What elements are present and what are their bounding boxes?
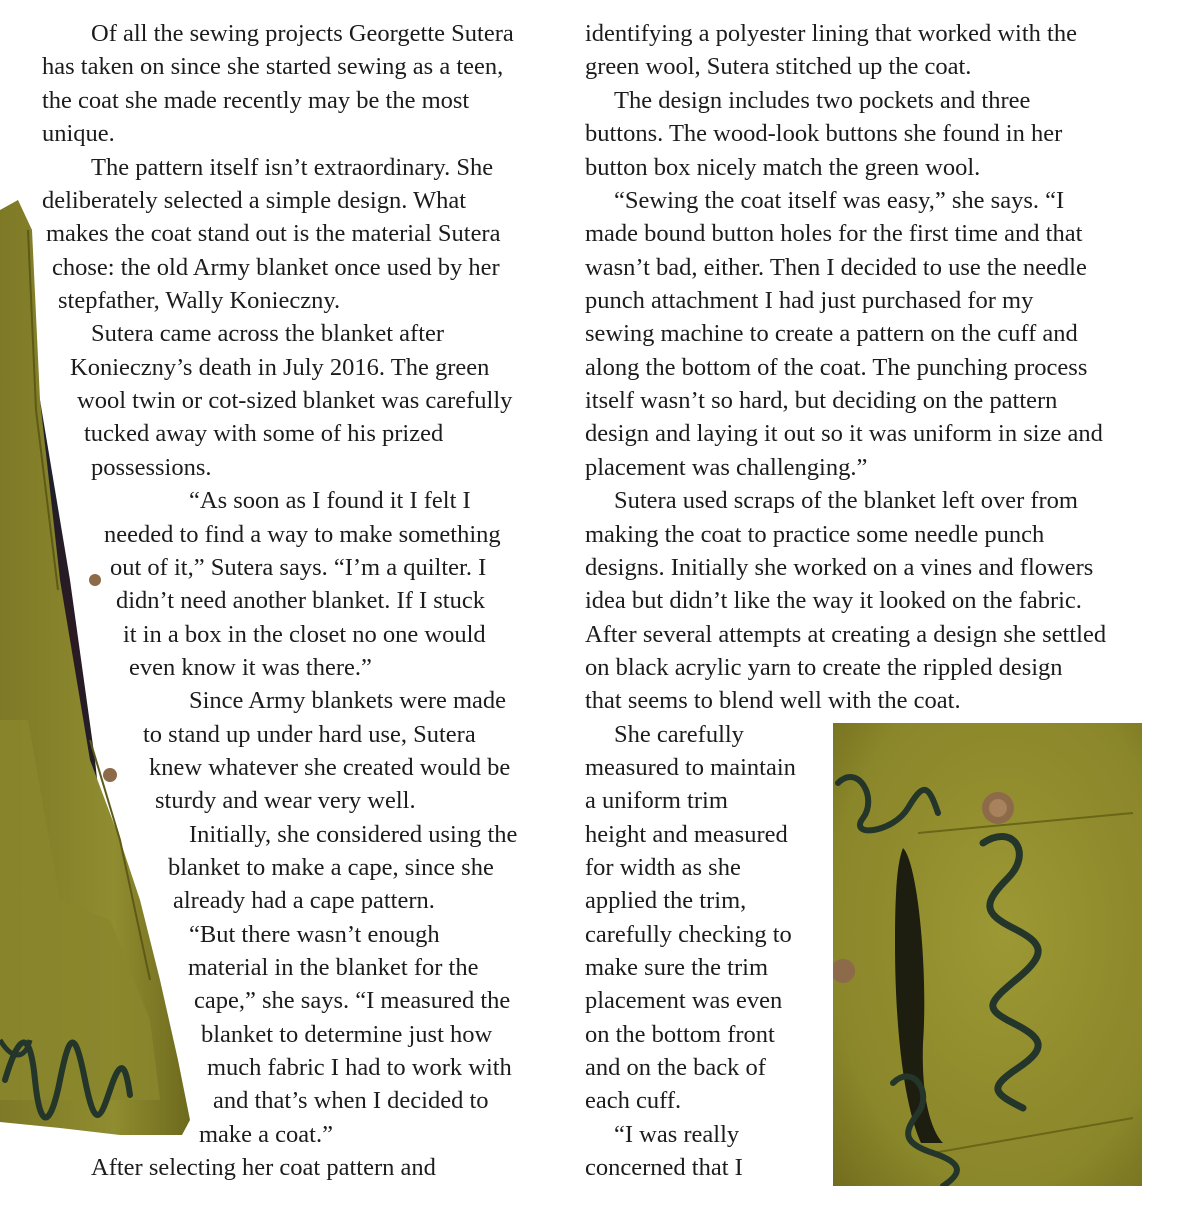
text-line: height and measured bbox=[585, 821, 788, 848]
text-line: After several attempts at creating a design she settled bbox=[585, 621, 1107, 648]
text-line: “But there wasn’t enough bbox=[189, 921, 440, 948]
text-line: identifying a polyester lining that worked with the bbox=[585, 20, 1077, 47]
text-line: idea but didn’t like the way it looked on the fabric. bbox=[585, 587, 1082, 614]
text-line: punch attachment I had just purchased for my bbox=[585, 287, 1034, 314]
text-line: to stand up under hard use, Sutera bbox=[143, 721, 476, 748]
text-line: design and laying it out so it was uniform in size and bbox=[585, 420, 1103, 447]
text-line: on the bottom front bbox=[585, 1021, 775, 1048]
text-line: each cuff. bbox=[585, 1087, 682, 1114]
text-line: blanket to make a cape, since she bbox=[168, 854, 494, 881]
text-line: made bound button holes for the first time and that bbox=[585, 220, 1083, 247]
text-line: Initially, she considered using the bbox=[189, 821, 518, 848]
text-line: out of it,” Sutera says. “I’m a quilter. I bbox=[110, 554, 487, 581]
text-line: tucked away with some of his prized bbox=[84, 420, 444, 447]
text-line: “Sewing the coat itself was easy,” she says. “I bbox=[614, 187, 1065, 214]
text-line: blanket to determine just how bbox=[201, 1021, 493, 1048]
text-line: even know it was there.” bbox=[129, 654, 372, 681]
text-line: for width as she bbox=[585, 854, 741, 881]
text-line: Konieczny’s death in July 2016. The green bbox=[70, 354, 490, 381]
text-line: Sutera came across the blanket after bbox=[91, 320, 445, 347]
text-line: sewing machine to create a pattern on the cuff and bbox=[585, 320, 1078, 347]
text-line: and that’s when I decided to bbox=[213, 1087, 489, 1114]
text-line: deliberately selected a simple design. What bbox=[42, 187, 467, 214]
text-line: itself wasn’t so hard, but deciding on the pattern bbox=[585, 387, 1058, 414]
text-line: material in the blanket for the bbox=[188, 954, 479, 981]
text-line: placement was even bbox=[585, 987, 783, 1014]
text-line: on black acrylic yarn to create the rippled design bbox=[585, 654, 1063, 681]
text-line: much fabric I had to work with bbox=[207, 1054, 512, 1081]
text-line: possessions. bbox=[91, 454, 212, 481]
text-line: wasn’t bad, either. Then I decided to use the needle bbox=[585, 254, 1087, 281]
text-line: Of all the sewing projects Georgette Sutera bbox=[91, 20, 514, 47]
text-line: concerned that I bbox=[585, 1154, 743, 1181]
text-line: applied the trim, bbox=[585, 887, 747, 914]
text-line: chose: the old Army blanket once used by her bbox=[52, 254, 500, 281]
text-line: didn’t need another blanket. If I stuck bbox=[116, 587, 485, 614]
text-line: the coat she made recently may be the most bbox=[42, 87, 470, 114]
text-line: Sutera used scraps of the blanket left over from bbox=[614, 487, 1078, 514]
text-line: buttons. The wood-look buttons she found in her bbox=[585, 120, 1063, 147]
text-line: knew whatever she created would be bbox=[149, 754, 511, 781]
text-line: cape,” she says. “I measured the bbox=[194, 987, 511, 1014]
text-line: designs. Initially she worked on a vines and flowers bbox=[585, 554, 1094, 581]
text-line: Since Army blankets were made bbox=[189, 687, 507, 714]
text-line: a uniform trim bbox=[585, 787, 728, 814]
text-line: wool twin or cot-sized blanket was carefully bbox=[77, 387, 513, 414]
text-line: already had a cape pattern. bbox=[173, 887, 435, 914]
text-line: placement was challenging.” bbox=[585, 454, 868, 481]
text-line: sturdy and wear very well. bbox=[155, 787, 416, 814]
text-line: making the coat to practice some needle punch bbox=[585, 521, 1045, 548]
text-line: make a coat.” bbox=[199, 1121, 333, 1148]
text-line: “I was really bbox=[614, 1121, 740, 1148]
text-line: unique. bbox=[42, 120, 115, 147]
text-line: The pattern itself isn’t extraordinary. She bbox=[91, 154, 494, 181]
text-line: it in a box in the closet no one would bbox=[123, 621, 486, 648]
text-line: After selecting her coat pattern and bbox=[91, 1154, 436, 1181]
text-line: along the bottom of the coat. The punching process bbox=[585, 354, 1088, 381]
text-line: needed to find a way to make something bbox=[104, 521, 501, 548]
text-line: has taken on since she started sewing as a teen, bbox=[42, 53, 504, 80]
sleeve-cuff-photo bbox=[833, 723, 1142, 1186]
text-line: The design includes two pockets and three bbox=[614, 87, 1031, 114]
text-line: “As soon as I found it I felt I bbox=[189, 487, 471, 514]
text-line: carefully checking to bbox=[585, 921, 792, 948]
text-line: measured to maintain bbox=[585, 754, 796, 781]
text-line: She carefully bbox=[614, 721, 744, 748]
text-line: makes the coat stand out is the material Sutera bbox=[46, 220, 501, 247]
text-line: button box nicely match the green wool. bbox=[585, 154, 981, 181]
text-line: stepfather, Wally Konieczny. bbox=[58, 287, 341, 314]
text-line: green wool, Sutera stitched up the coat. bbox=[585, 53, 972, 80]
text-line: and on the back of bbox=[585, 1054, 766, 1081]
text-line: make sure the trim bbox=[585, 954, 769, 981]
text-line: that seems to blend well with the coat. bbox=[585, 687, 961, 714]
